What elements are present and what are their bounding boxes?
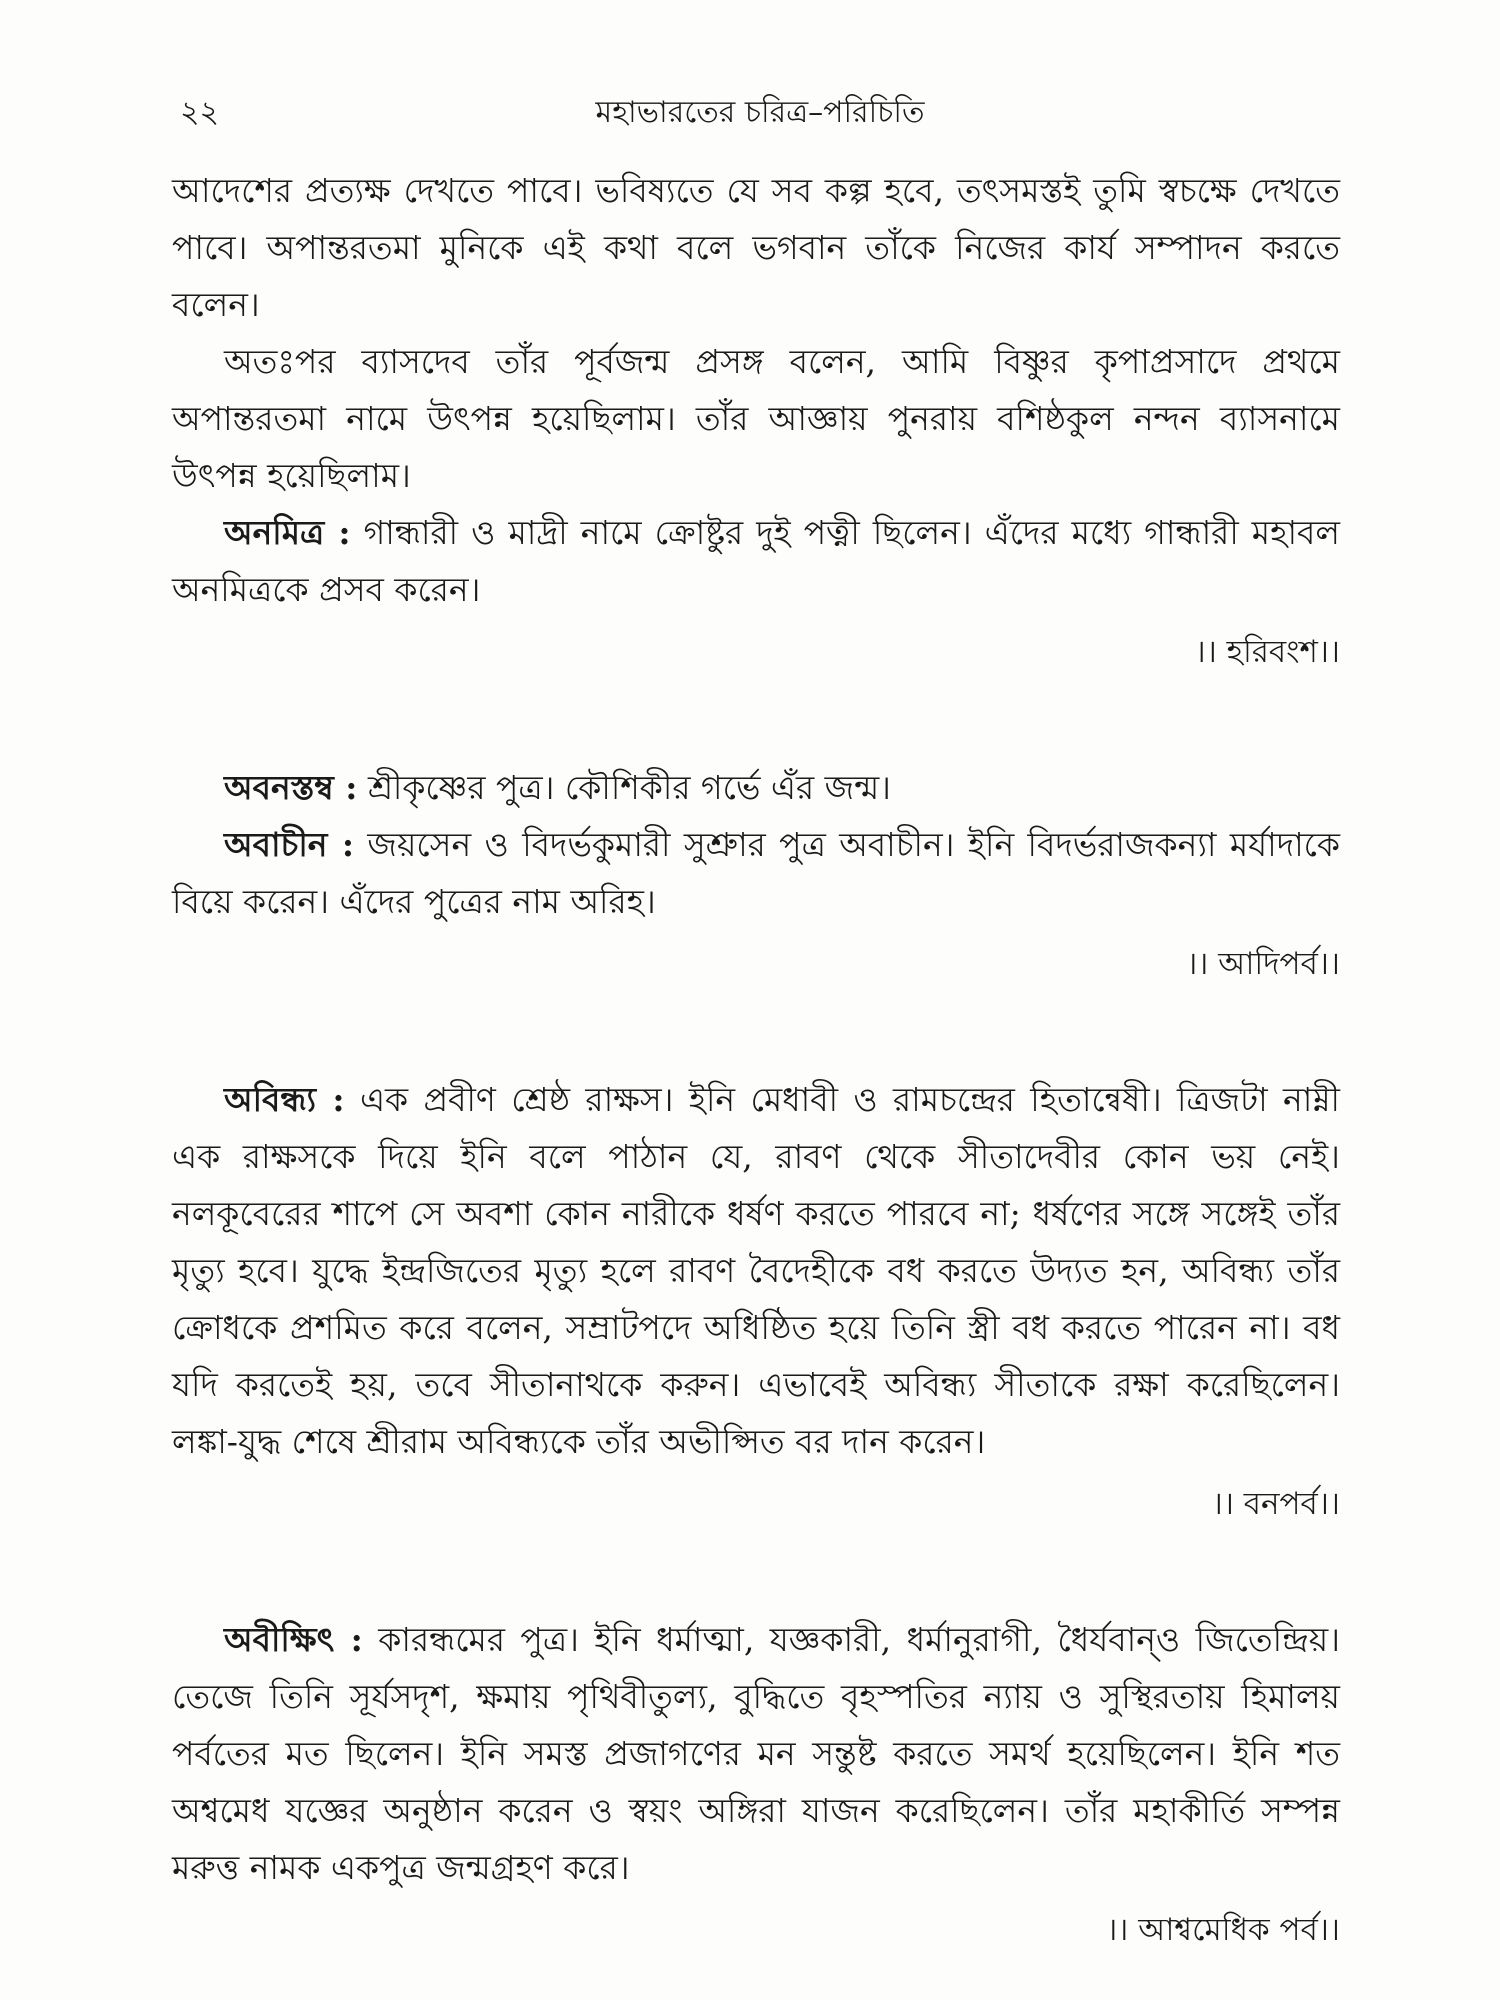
entry-text: এক প্রবীণ শ্রেষ্ঠ রাক্ষস। ইনি মেধাবী ও রামচন্দ্রের হিতান্বেষী। ত্রিজটা নাম্নী এক রাক্ষসকে দিয়ে ইনি বলে পাঠান যে, রাবণ থেকে সীতাদেবীর কোন ভয় নেই। নলকূবেরের শাপে সে অবশা কোন নারীকে ধর্ষণ করতে পারবে না; ধর্ষণের সঙ্গে সঙ্গেই তাঁর মৃত্যু হবে। যুদ্ধে ইন্দ্রজিতের মৃত্যু হলে রাবণ বৈদেহীকে বধ করতে উদ্যত হন, অবিন্ধ্য তাঁর ক্রোধকে প্রশমিত করে বলেন, সম্রাটপদে অধিষ্ঠিত হয়ে তিনি স্ত্রী বধ করতে পারেন না। বধ যদি করতেই হয়, তবে সীতানাথকে করুন। এভাবেই অবিন্ধ্য সীতাকে রক্ষা করেছিলেন। লঙ্কা-যুদ্ধ শেষে শ্রীরাম অবিন্ধ্যকে তাঁর অভীপ্সিত বর দান করেন। xyxy=(172,1080,1340,1461)
entry-text: কারন্ধমের পুত্র। ইনি ধর্মাত্মা, যজ্ঞকারী, ধর্মানুরাগী, ধৈর্যবান্‌ও জিতেন্দ্রিয়। তেজে তিনি সূর্যসদৃশ, ক্ষমায় পৃথিবীতুল্য, বুদ্ধিতে বৃহস্পতির ন্যায় ও সুস্থিরতায় হিমালয় পর্বতের মত ছিলেন। ইনি সমস্ত প্রজাগণের মন সন্তুষ্ট করতে সমর্থ হয়েছিলেন। ইনি শত অশ্বমেধ যজ্ঞের অনুষ্ঠান করেন ও স্বয়ং অঙ্গিরা যাজন করেছিলেন। তাঁর মহাকীর্তি সম্পন্ন মরুত্ত নামক একপুত্র জন্মগ্রহণ করে। xyxy=(172,1620,1340,1887)
entry-source: ।। হরিবংশ।। xyxy=(1194,634,1340,670)
page-header xyxy=(180,88,1340,128)
running-title: মহাভারতের চরিত্র–পরিচিতি xyxy=(595,95,925,130)
body-text xyxy=(172,162,1340,1959)
spacer xyxy=(172,993,1340,1071)
entry-text: গান্ধারী ও মাদ্রী নামে ক্রোষ্টুর দুই পত্নী ছিলেন। এঁদের মধ্যে গান্ধারী মহাবল অনমিত্রকে প্রসব করেন। xyxy=(172,513,1340,609)
entry-source: ।। বনপর্ব।। xyxy=(1211,1486,1340,1522)
entry-text: শ্রীকৃষ্ণের পুত্র। কৌশিকীর গর্ভে এঁর জন্ম। xyxy=(357,768,891,807)
spacer xyxy=(172,681,1340,759)
entry-abindhya xyxy=(172,1071,1340,1470)
entry-abanastamba xyxy=(172,759,1340,816)
page-number: ২২ xyxy=(180,95,220,130)
entry-abikshit xyxy=(172,1611,1340,1896)
entry-text: জয়সেন ও বিদর্ভকুমারী সুশ্রুার পুত্র অবাচীন। ইনি বিদর্ভরাজকন্যা মর্যাদাকে বিয়ে করেন। এঁদের পুত্রের নাম অরিহ। xyxy=(172,825,1340,921)
entry-term: অবিন্ধ্য : xyxy=(224,1080,345,1119)
entry-term: অবাচীন : xyxy=(224,825,355,864)
intro-paragraph-1: আদেশের প্রত্যক্ষ দেখতে পাবে। ভবিষ্যতে যে সব কল্প হবে, তৎসমস্তই তুমি স্বচক্ষে দেখতে পাবে। অপান্তরতমা মুনিকে এই কথা বলে ভগবান তাঁকে নিজের কার্য সম্পাদন করতে বলেন। xyxy=(172,171,1340,324)
entry-term: অনমিত্র : xyxy=(224,513,351,552)
spacer xyxy=(172,1533,1340,1611)
entry-source: ।। আদিপর্ব।। xyxy=(1186,946,1340,982)
entry-term: অবীক্ষিৎ : xyxy=(224,1620,363,1659)
intro-paragraph-2: অতঃপর ব্যাসদেব তাঁর পূর্বজন্ম প্রসঙ্গ বলেন, আমি বিষ্ণুর কৃপাপ্রসাদে প্রথমে অপান্তরতমা নামে উৎপন্ন হয়েছিলাম। তাঁর আজ্ঞায় পুনরায় বশিষ্ঠকুল নন্দন ব্যাসনামে উৎপন্ন হয়েছিলাম। xyxy=(172,342,1341,495)
entry-source: ।। আশ্বমেধিক পর্ব।। xyxy=(1106,1912,1340,1948)
entry-abachin xyxy=(172,816,1340,930)
entry-anamitra xyxy=(172,504,1340,618)
entry-term: অবনস্তম্ব : xyxy=(224,768,358,807)
